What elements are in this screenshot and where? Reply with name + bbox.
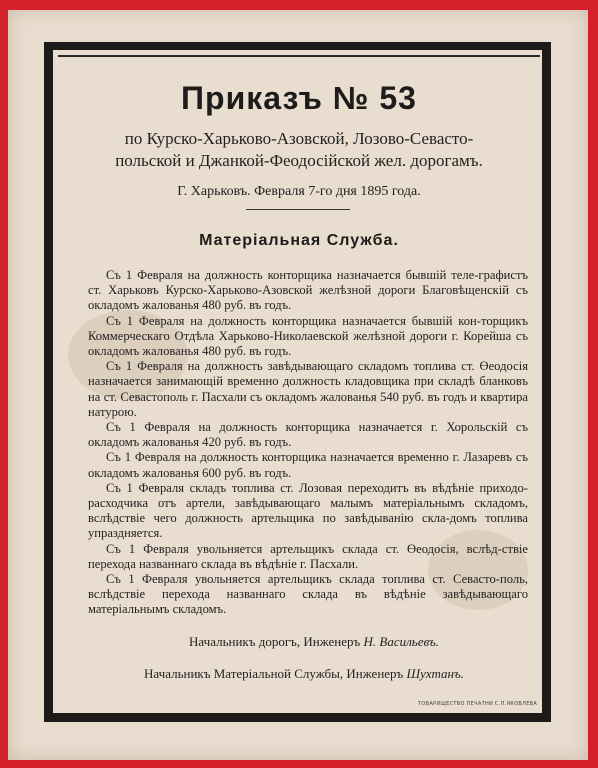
- divider-rule: [246, 209, 350, 210]
- printer-imprint: ТОВАРИЩЕСТВО ПЕЧАТНИ С.П.ЯКОВЛЕВА: [418, 701, 538, 707]
- signature-name: Н. Васильевъ.: [363, 634, 439, 649]
- section-heading: Матеріальная Служба.: [199, 232, 399, 249]
- order-subtitle-line1: по Курско-Харьково-Азовской, Лозово-Севасто-: [124, 129, 474, 148]
- signature-name: Шухтанъ.: [406, 666, 464, 681]
- order-subtitle-line2: польской и Джанкой-Феодосійской жел. дорогамъ.: [115, 151, 483, 170]
- paragraph: Съ 1 Февраля увольняется артельщикъ склада топлива ст. Севасто-поль, вслѣдствіе перехода названнаго склада въ вѣдѣніе завѣдывающаго матеріальнымъ складомъ.: [88, 572, 528, 617]
- signature-prefix: Начальникъ Матеріальной Службы, Инженеръ: [144, 666, 404, 681]
- paragraph: Съ 1 Февраля на должность конторщика назначается бывшій кон-торщикъ Коммерческаго Отдѣла Харьково-Николаевской желѣзной дороги г. Корейша съ окладомъ жалованья 480 руб. въ годъ.: [88, 313, 528, 359]
- order-title: Приказъ № 53: [181, 80, 417, 116]
- signature-chief-of-roads: [0, 634, 598, 650]
- paragraph: Съ 1 Февраля на должность конторщика назначается бывшій теле-графистъ ст. Харьковъ Курско-Харьково-Азовской желѣзной дороги Благовѣщенскій съ окладомъ жалованья 480 руб. въ годъ.: [88, 268, 528, 313]
- paragraph: Съ 1 Февраля увольняется артельщикъ склада ст. Өеодосія, вслѣд-ствіе перехода названнаго склада въ вѣдѣніе г. Пасхали.: [88, 541, 528, 571]
- paragraph: Съ 1 Февраля на должность конторщика назначается г. Хорольскій съ окладомъ жалованья 420 руб. въ годъ.: [88, 420, 528, 450]
- signature-chief-material-service: [0, 666, 598, 682]
- paragraph: Съ 1 Февраля на должность конторщика назначается временно г. Лазаревъ съ окладомъ жалованья 600 руб. въ годъ.: [88, 450, 528, 480]
- signature-prefix: Начальникъ дорогъ, Инженеръ: [189, 634, 361, 649]
- paragraph: Съ 1 Февраля на должность завѣдывающаго складомъ топлива ст. Өеодосія назначается занимающій временно должность кладовщика при складѣ бланковъ на ст. Севастополь г. Пасхали съ окладомъ жалованья 540 руб. въ годъ и квартира натурою.: [88, 359, 528, 419]
- order-body: [88, 268, 528, 618]
- order-date: Г. Харьковъ. Февраля 7-го дня 1895 года.: [177, 184, 421, 199]
- paragraph: Съ 1 Февраля складъ топлива ст. Лозовая переходитъ въ вѣдѣніе приходо-расходчика отъ артели, завѣдывающаго малымъ матеріальнымъ складомъ, вслѣдствіе чего должность артельщика по завѣдыванію скла-домъ топлива упраздняется.: [88, 480, 528, 541]
- inner-border-line: [58, 55, 540, 57]
